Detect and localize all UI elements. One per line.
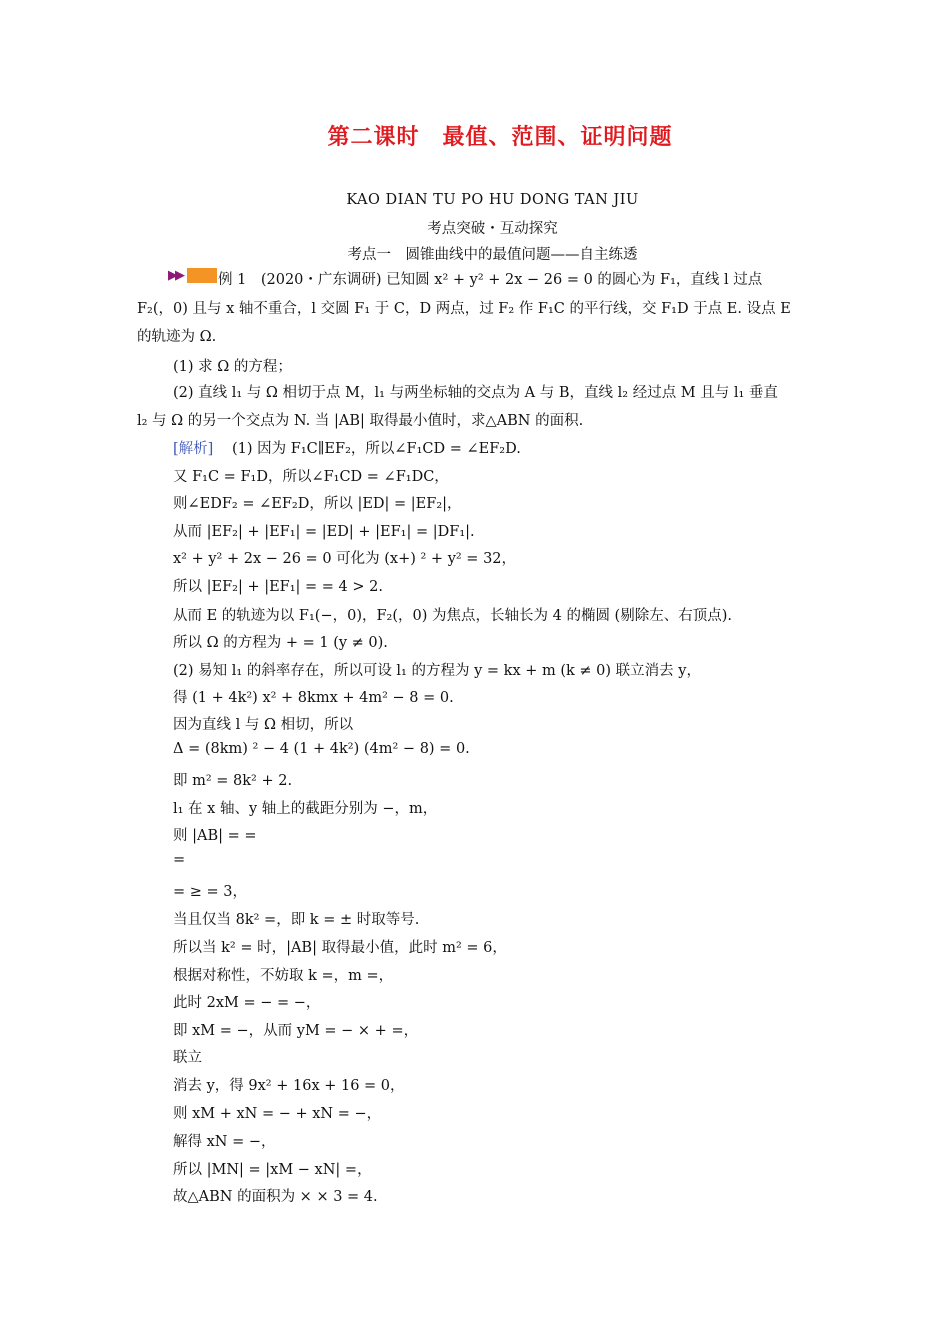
solution-line: 则 xM + xN = − + xN = −，: [173, 1106, 382, 1122]
solution-line: Δ = (8km) ² − 4 (1 + 4k²) (4m² − 8) = 0.: [173, 741, 470, 757]
solution-tag: [解析]: [173, 441, 214, 457]
solution-line: 即 xM = −，从而 yM = − × + =，: [173, 1023, 419, 1039]
solution-line: 所以当 k² = 时，|AB| 取得最小值，此时 m² = 6，: [173, 940, 507, 956]
solution-line: 此时 2xM = − = −，: [173, 995, 321, 1011]
solution-line: 所以 |EF₂| + |EF₁| = = 4 > 2.: [173, 579, 383, 595]
solution-line: 从而 E 的轨迹为以 F₁(−，0)，F₂(，0) 为焦点，长轴长为 4 的椭圆 (剔除左、右顶点).: [173, 608, 732, 624]
solution-line: 又 F₁C = F₁D，所以∠F₁CD = ∠F₁DC，: [173, 469, 449, 485]
solution-line: 因为直线 l 与 Ω 相切，所以: [173, 717, 354, 733]
topic-header: 考点一 圆锥曲线中的最值问题——自主练透: [347, 247, 638, 263]
section-header: 考点突破・互动探究: [427, 221, 558, 237]
solution-line: 得 (1 + 4k²) x² + 8kmx + 4m² − 8 = 0.: [173, 690, 454, 706]
solution-line: 消去 y，得 9x² + 16x + 16 = 0，: [173, 1078, 405, 1094]
solution-line: 当且仅当 8k² =，即 k = ± 时取等号.: [173, 912, 420, 928]
example-marker: [168, 268, 217, 283]
double-arrow-icon: ▶▶: [168, 268, 182, 283]
solution-line: =: [173, 852, 186, 868]
solution-line: = ≥ = 3，: [173, 884, 248, 900]
solution-line: 则∠EDF₂ = ∠EF₂D，所以 |ED| = |EF₂|，: [173, 496, 462, 512]
solution-line: 根据对称性，不妨取 k =，m =，: [173, 968, 394, 984]
question-1: (1) 求 Ω 的方程；: [173, 359, 292, 375]
question-2a: (2) 直线 l₁ 与 Ω 相切于点 M，l₁ 与两坐标轴的交点为 A 与 B，直线 l₂ 经过点 M 且与 l₁ 垂直: [173, 385, 778, 401]
pinyin-header: KAO DIAN TU PO HU DONG TAN JIU: [346, 192, 639, 208]
page-title: 第二课时 最值、范围、证明问题: [327, 125, 673, 150]
solution-line: (1) 因为 F₁C∥EF₂，所以∠F₁CD = ∠EF₂D.: [232, 441, 521, 457]
example-line-1: 例 1 (2020・广东调研) 已知圆 x² + y² + 2x − 26 = 0 的圆心为 F₁，直线 l 过点: [218, 272, 763, 288]
solution-line: 所以 Ω 的方程为 + = 1 (y ≠ 0).: [173, 635, 388, 651]
example-label-box: [187, 268, 217, 283]
solution-line: 解得 xN = −，: [173, 1134, 276, 1150]
example-line-2: F₂(，0) 且与 x 轴不重合，l 交圆 F₁ 于 C，D 两点，过 F₂ 作 F₁C 的平行线，交 F₁D 于点 E. 设点 E: [137, 301, 791, 317]
solution-line: x² + y² + 2x − 26 = 0 可化为 (x+) ² + y² = 32，: [173, 551, 517, 567]
solution-line: (2) 易知 l₁ 的斜率存在，所以可设 l₁ 的方程为 y = kx + m (k ≠ 0) 联立消去 y，: [173, 663, 701, 679]
solution-line: 故△ABN 的面积为 × × 3 = 4.: [173, 1189, 378, 1205]
example-line-3: 的轨迹为 Ω.: [137, 329, 217, 345]
solution-line: 则 |AB| = =: [173, 828, 257, 844]
solution-line: 所以 |MN| = |xM − xN| =，: [173, 1162, 372, 1178]
solution-line: 联立: [173, 1050, 202, 1066]
question-2b: l₂ 与 Ω 的另一个交点为 N. 当 |AB| 取得最小值时，求△ABN 的面积.: [137, 413, 584, 429]
solution-line: 即 m² = 8k² + 2.: [173, 773, 293, 789]
solution-line: l₁ 在 x 轴、y 轴上的截距分别为 −，m，: [173, 801, 438, 817]
solution-line: 从而 |EF₂| + |EF₁| = |ED| + |EF₁| = |DF₁|.: [173, 524, 475, 540]
